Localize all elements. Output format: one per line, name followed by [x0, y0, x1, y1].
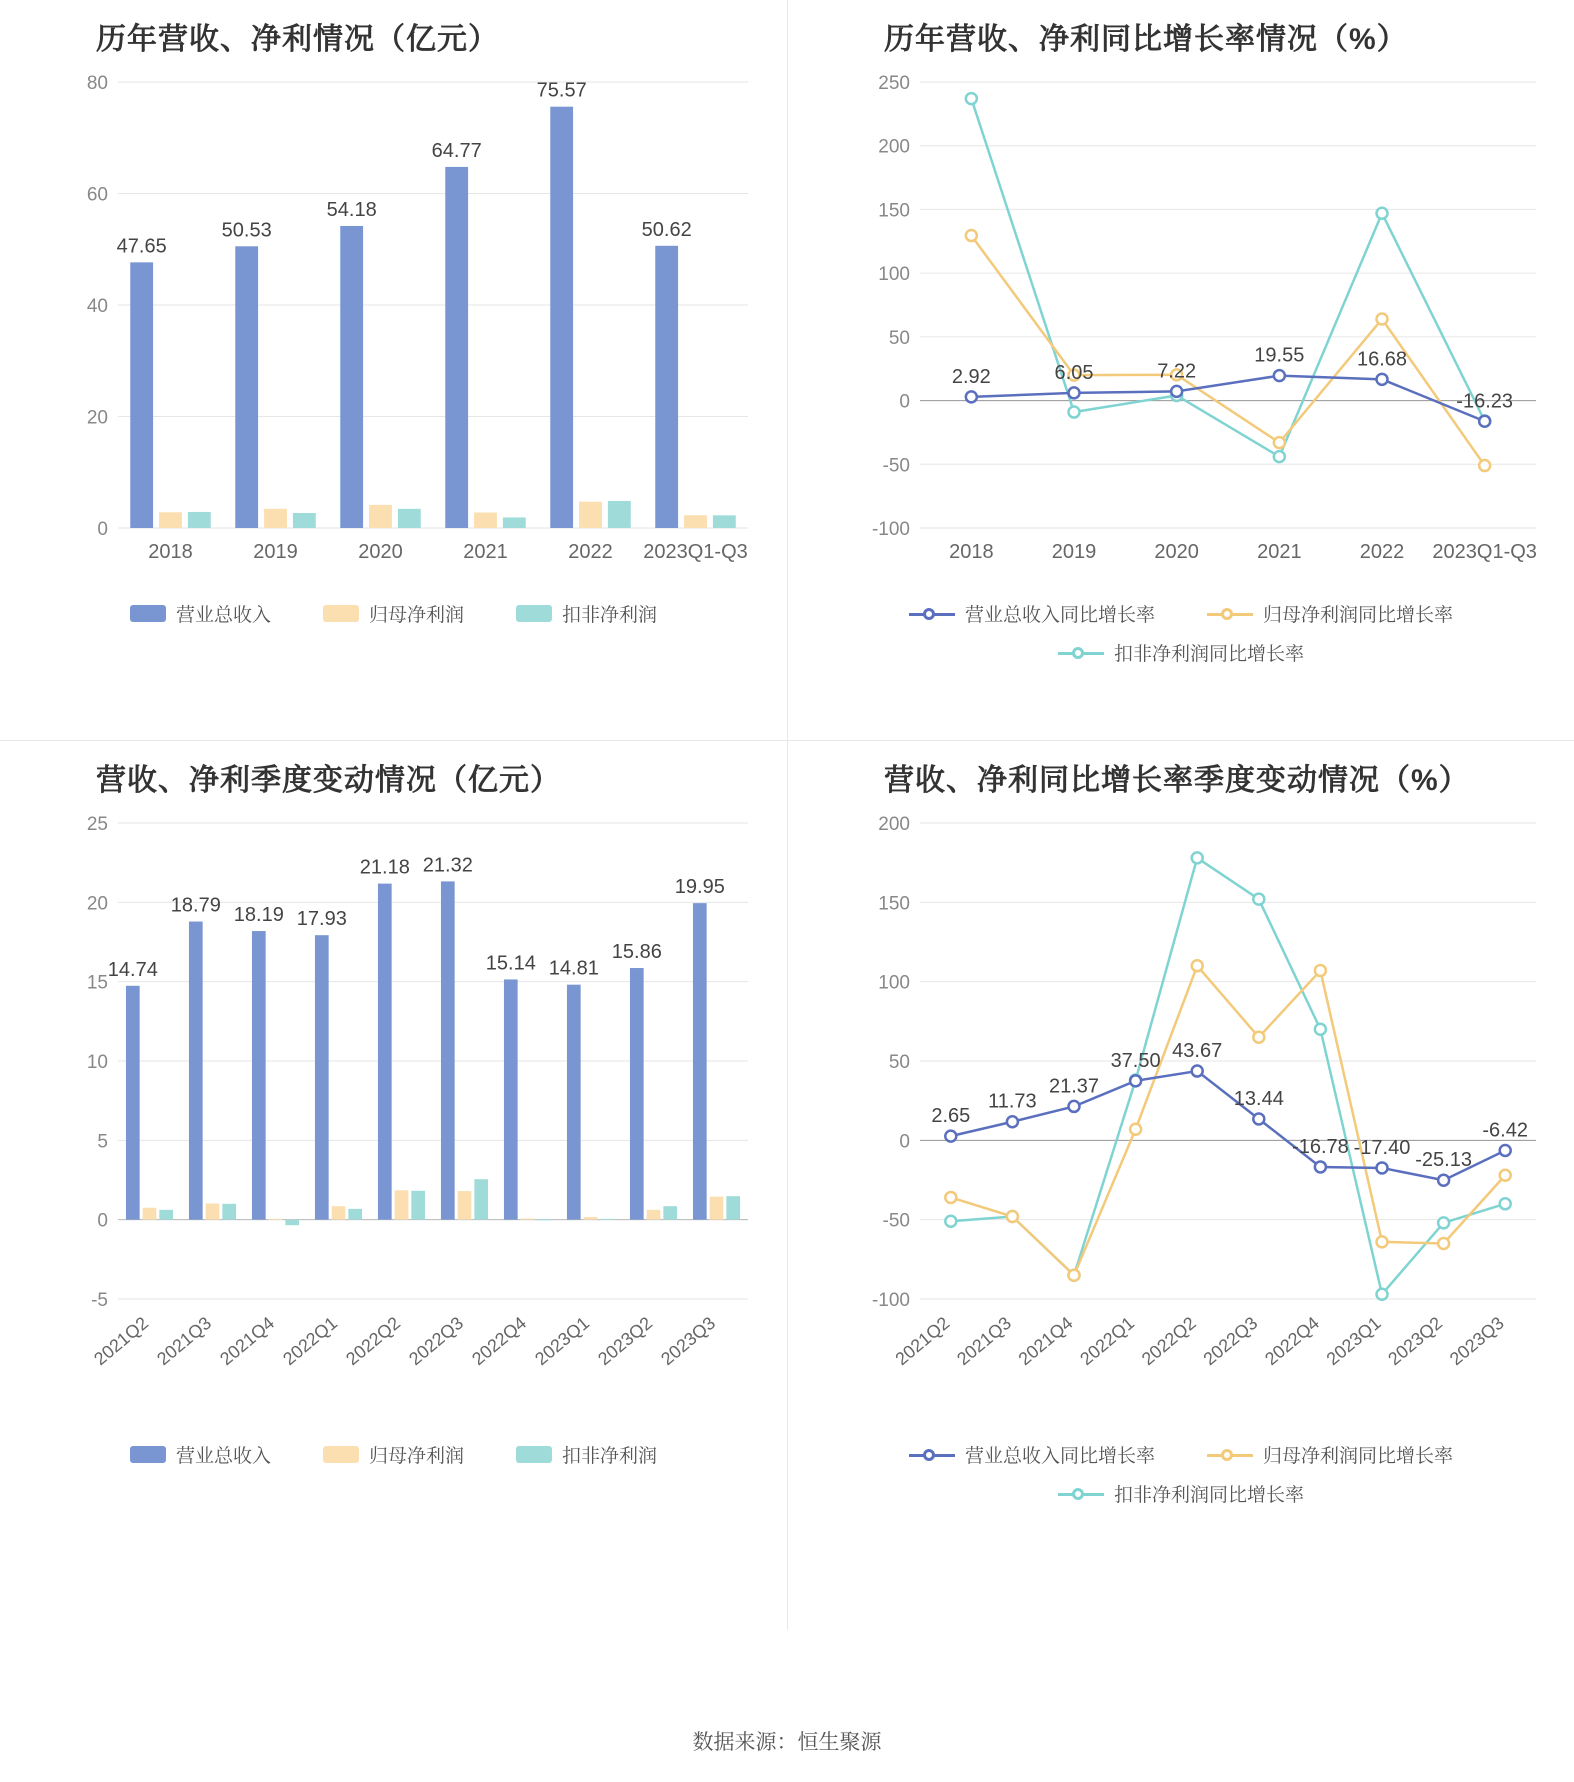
- svg-text:50: 50: [888, 1052, 910, 1073]
- svg-text:-100: -100: [871, 519, 910, 540]
- svg-text:-25.13: -25.13: [1415, 1149, 1472, 1172]
- svg-text:2022Q1: 2022Q1: [1076, 1312, 1139, 1370]
- svg-text:2022Q4: 2022Q4: [468, 1312, 531, 1370]
- svg-text:200: 200: [878, 136, 910, 158]
- svg-text:2022Q2: 2022Q2: [342, 1312, 405, 1370]
- legend-item-deducted-profit-q[interactable]: [516, 1441, 657, 1468]
- legend-label-deducted-profit-growth-q: 扣非净利润同比增长率: [1113, 1485, 1304, 1506]
- svg-text:15.86: 15.86: [611, 941, 662, 964]
- svg-text:50.53: 50.53: [221, 219, 272, 242]
- svg-text:64.77: 64.77: [431, 139, 482, 162]
- svg-text:2023Q3: 2023Q3: [657, 1312, 720, 1370]
- chart-title-quarterly-amount: 营收、净利季度变动情况（亿元）: [96, 764, 561, 797]
- legend-item-revenue-q[interactable]: [130, 1441, 271, 1468]
- svg-text:43.67: 43.67: [1172, 1040, 1223, 1063]
- svg-text:7.22: 7.22: [1157, 360, 1197, 383]
- svg-text:18.19: 18.19: [233, 904, 284, 927]
- svg-text:-50: -50: [882, 1210, 910, 1232]
- svg-text:0: 0: [97, 519, 108, 540]
- svg-text:-5: -5: [91, 1290, 108, 1311]
- svg-text:100: 100: [878, 264, 910, 286]
- svg-text:2023Q2: 2023Q2: [594, 1312, 657, 1370]
- svg-text:2019: 2019: [253, 541, 298, 563]
- svg-text:-17.40: -17.40: [1353, 1136, 1411, 1159]
- svg-text:20: 20: [86, 893, 108, 915]
- svg-text:0: 0: [899, 1131, 910, 1153]
- legend-annual-growth: [788, 594, 1574, 672]
- legend-line-deducted-profit-growth-q: [1058, 1484, 1104, 1504]
- svg-text:37.50: 37.50: [1110, 1049, 1161, 1072]
- svg-text:40: 40: [86, 296, 108, 317]
- svg-text:2022Q2: 2022Q2: [1137, 1312, 1200, 1370]
- chart-annual-growth: [848, 68, 1548, 588]
- legend-swatch-net-profit: [323, 605, 359, 622]
- svg-text:200: 200: [878, 814, 910, 835]
- legend-quarterly-amount: [0, 1435, 787, 1474]
- legend-item-net-profit-growth-q[interactable]: [1207, 1441, 1453, 1468]
- source-note: 数据来源：恒生聚源: [692, 1731, 882, 1754]
- legend-label-revenue-growth-q: 营业总收入同比增长率: [964, 1446, 1155, 1467]
- svg-text:2022: 2022: [568, 541, 613, 563]
- svg-text:-100: -100: [871, 1290, 910, 1311]
- chart-title-annual-growth: 历年营收、净利同比增长率情况（%）: [884, 23, 1408, 56]
- svg-text:15.14: 15.14: [485, 952, 536, 975]
- legend-label-revenue-q: 营业总收入: [175, 1446, 271, 1467]
- svg-text:2023Q3: 2023Q3: [1445, 1312, 1508, 1370]
- svg-text:2021Q3: 2021Q3: [153, 1312, 216, 1370]
- svg-text:17.93: 17.93: [296, 908, 347, 931]
- panel-annual-amount: [0, 0, 787, 740]
- legend-item-net-profit-q[interactable]: [323, 1441, 464, 1468]
- legend-label-net-profit-growth-q: 归母净利润同比增长率: [1263, 1446, 1454, 1467]
- svg-text:2018: 2018: [949, 541, 994, 563]
- svg-text:21.37: 21.37: [1048, 1075, 1100, 1098]
- legend-line-revenue-growth-q: [909, 1445, 955, 1465]
- legend-swatch-revenue: [130, 605, 166, 622]
- svg-text:2023Q1-Q3: 2023Q1-Q3: [643, 541, 748, 563]
- svg-text:2023Q1-Q3: 2023Q1-Q3: [1432, 541, 1537, 563]
- legend-item-net-profit-growth[interactable]: [1207, 600, 1453, 627]
- svg-text:2022Q4: 2022Q4: [1261, 1312, 1323, 1370]
- panel-annual-growth: [787, 0, 1574, 740]
- legend-label-net-profit-growth: 归母净利润同比增长率: [1263, 605, 1454, 626]
- svg-text:14.81: 14.81: [548, 957, 599, 980]
- svg-text:2021: 2021: [463, 541, 508, 563]
- legend-label-net-profit-q: 归母净利润: [368, 1446, 464, 1467]
- svg-text:-16.23: -16.23: [1456, 390, 1514, 413]
- plot-quarterly-amount: [60, 809, 760, 1429]
- svg-text:15: 15: [86, 972, 108, 994]
- svg-text:50.62: 50.62: [641, 218, 692, 241]
- legend-item-revenue-growth-q[interactable]: [909, 1441, 1155, 1468]
- svg-text:2022Q3: 2022Q3: [1199, 1312, 1262, 1370]
- legend-item-net-profit[interactable]: [323, 600, 464, 627]
- svg-text:2023Q2: 2023Q2: [1384, 1312, 1447, 1370]
- svg-text:250: 250: [878, 73, 910, 94]
- panel-quarterly-growth: [787, 740, 1574, 1630]
- svg-text:150: 150: [878, 893, 910, 915]
- svg-text:50: 50: [888, 327, 910, 349]
- legend-annual-amount: [0, 594, 787, 633]
- svg-text:10: 10: [86, 1052, 108, 1073]
- legend-label-revenue: 营业总收入: [175, 605, 271, 626]
- legend-label-deducted-profit: 扣非净利润: [562, 605, 658, 626]
- svg-text:80: 80: [86, 73, 108, 94]
- legend-item-deducted-profit[interactable]: [516, 600, 657, 627]
- svg-text:2020: 2020: [1154, 541, 1199, 563]
- svg-text:18.79: 18.79: [170, 894, 221, 917]
- svg-text:100: 100: [878, 972, 910, 994]
- svg-text:2.92: 2.92: [951, 365, 991, 388]
- svg-text:6.05: 6.05: [1054, 361, 1094, 384]
- legend-item-revenue-growth[interactable]: [909, 600, 1155, 627]
- plot-annual-growth: [848, 68, 1548, 588]
- svg-text:2019: 2019: [1051, 541, 1097, 563]
- legend-item-deducted-profit-growth-q[interactable]: [1058, 1480, 1304, 1507]
- svg-text:21.18: 21.18: [359, 856, 410, 879]
- svg-text:2021Q2: 2021Q2: [90, 1312, 153, 1370]
- svg-text:-16.78: -16.78: [1292, 1135, 1349, 1158]
- panel-quarterly-amount: [0, 740, 787, 1630]
- svg-text:19.95: 19.95: [674, 876, 725, 899]
- svg-text:21.32: 21.32: [422, 854, 473, 877]
- svg-text:0: 0: [899, 391, 910, 413]
- svg-text:2021Q2: 2021Q2: [891, 1312, 954, 1370]
- svg-text:-6.42: -6.42: [1482, 1119, 1528, 1142]
- svg-text:150: 150: [878, 200, 910, 222]
- svg-text:2023Q1: 2023Q1: [1322, 1312, 1385, 1370]
- legend-label-deducted-profit-growth: 扣非净利润同比增长率: [1113, 644, 1304, 665]
- chart-title-annual-amount: 历年营收、净利情况（亿元）: [96, 23, 499, 56]
- legend-label-revenue-growth: 营业总收入同比增长率: [964, 605, 1155, 626]
- svg-text:19.55: 19.55: [1254, 344, 1305, 367]
- svg-text:54.18: 54.18: [326, 198, 377, 221]
- svg-text:2022Q3: 2022Q3: [405, 1312, 468, 1370]
- svg-text:2020: 2020: [358, 541, 403, 563]
- legend-swatch-deducted-profit-q: [516, 1446, 552, 1463]
- svg-text:75.57: 75.57: [536, 79, 587, 102]
- svg-text:2018: 2018: [148, 541, 193, 563]
- plot-annual-amount: [60, 68, 760, 588]
- svg-text:2.65: 2.65: [931, 1105, 971, 1128]
- svg-text:20: 20: [86, 407, 108, 429]
- svg-text:-50: -50: [882, 455, 910, 477]
- chart-title-quarterly-growth: 营收、净利同比增长率季度变动情况（%）: [884, 764, 1470, 797]
- legend-line-revenue-growth: [909, 604, 955, 624]
- svg-text:2021Q4: 2021Q4: [1014, 1312, 1077, 1370]
- svg-text:2021Q4: 2021Q4: [216, 1312, 279, 1370]
- legend-label-net-profit: 归母净利润: [368, 605, 464, 626]
- legend-item-deducted-profit-growth[interactable]: [1058, 639, 1304, 666]
- legend-swatch-net-profit-q: [323, 1446, 359, 1463]
- svg-text:11.73: 11.73: [988, 1090, 1037, 1113]
- svg-text:16.68: 16.68: [1356, 348, 1408, 371]
- svg-text:14.74: 14.74: [107, 958, 158, 981]
- svg-text:47.65: 47.65: [116, 235, 167, 258]
- plot-quarterly-growth: [848, 809, 1548, 1429]
- legend-line-net-profit-growth-q: [1207, 1445, 1253, 1465]
- svg-text:0: 0: [97, 1210, 108, 1232]
- legend-label-deducted-profit-q: 扣非净利润: [562, 1446, 658, 1467]
- svg-text:25: 25: [86, 814, 108, 835]
- chart-quarterly-growth: [848, 809, 1548, 1429]
- legend-item-revenue[interactable]: [130, 600, 271, 627]
- legend-line-net-profit-growth: [1207, 604, 1253, 624]
- svg-text:13.44: 13.44: [1233, 1088, 1284, 1111]
- legend-line-deducted-profit-growth: [1058, 643, 1104, 663]
- legend-swatch-revenue-q: [130, 1446, 166, 1463]
- svg-text:2023Q1: 2023Q1: [531, 1312, 594, 1370]
- legend-quarterly-growth: [788, 1435, 1574, 1513]
- chart-annual-amount: [60, 68, 760, 588]
- svg-text:2021: 2021: [1257, 541, 1302, 563]
- svg-text:2022Q1: 2022Q1: [279, 1312, 342, 1370]
- svg-text:2022: 2022: [1359, 541, 1405, 563]
- legend-swatch-deducted-profit: [516, 605, 552, 622]
- svg-text:60: 60: [86, 184, 108, 206]
- chart-quarterly-amount: [60, 809, 760, 1429]
- svg-text:5: 5: [97, 1131, 108, 1153]
- svg-text:2021Q3: 2021Q3: [953, 1312, 1015, 1370]
